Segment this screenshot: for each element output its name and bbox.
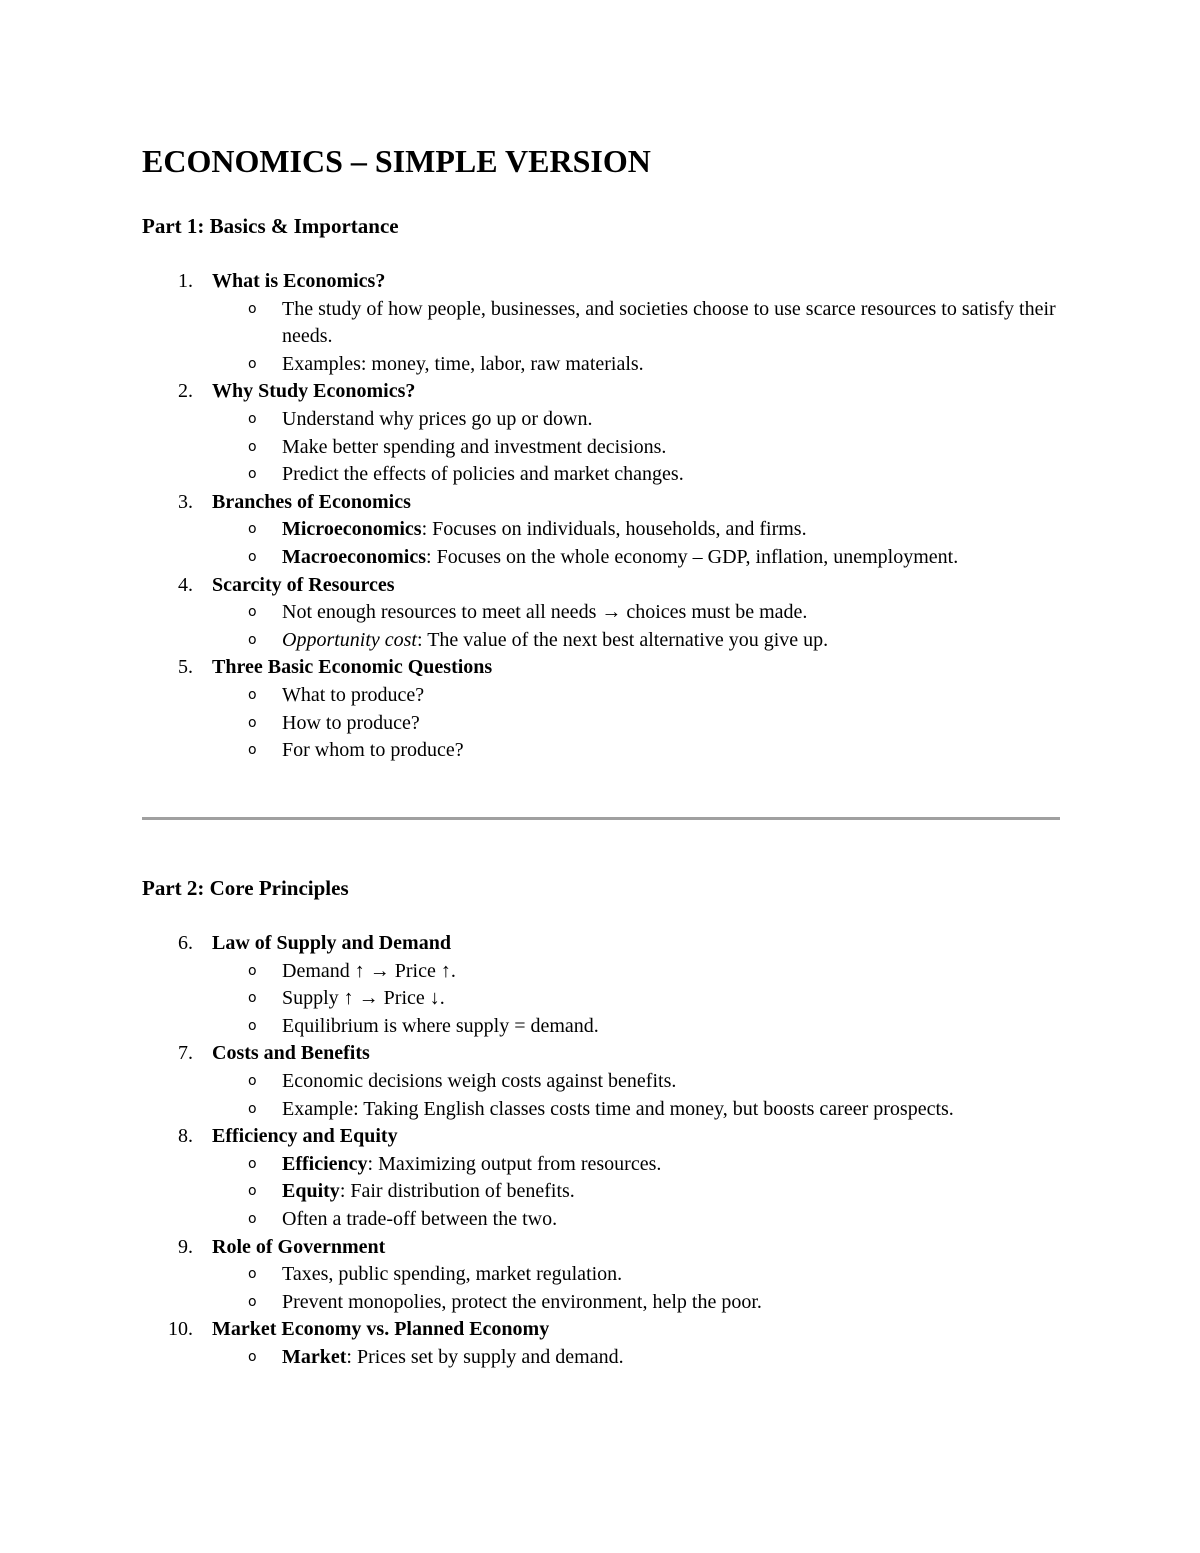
- bullet-text: [282, 1151, 1060, 1179]
- bullet-description: Supply ↑ → Price ↓.: [282, 987, 445, 1010]
- bullet-description: Not enough resources to meet all needs → choices must be made.: [282, 601, 808, 624]
- bullet-text: [282, 296, 1060, 351]
- item-number: 5.: [178, 656, 193, 679]
- item-number: 1.: [178, 270, 193, 292]
- bullet-item: [142, 1289, 1060, 1317]
- bullet-text: [282, 351, 1060, 379]
- bullet-description: Examples: money, time, labor, raw materials.: [282, 352, 644, 375]
- bullet-term: Microeconomics: [282, 518, 422, 541]
- item-title: Branches of Economics: [212, 490, 411, 513]
- bullet-item: [142, 1178, 1060, 1206]
- section-divider: [142, 817, 1060, 820]
- bullet-term: Efficiency: [282, 1152, 368, 1175]
- bullet-marker: o: [248, 1100, 257, 1117]
- bullet-description: : Focuses on the whole economy – GDP, inflation, unemployment.: [426, 545, 959, 568]
- bullet-marker: o: [248, 300, 257, 317]
- bullet-text: [282, 958, 1060, 986]
- bullet-description: : Maximizing output from resources.: [367, 1152, 662, 1175]
- bullet-description: : The value of the next best alternative you give up.: [417, 628, 829, 651]
- bullet-item: [142, 985, 1060, 1013]
- bullet-description: : Fair distribution of benefits.: [339, 1180, 575, 1203]
- bullet-description: Make better spending and investment decisions.: [282, 435, 667, 458]
- item-number: 3.: [178, 490, 193, 513]
- bullet-description: How to produce?: [282, 711, 420, 734]
- list-item: [142, 1123, 1060, 1151]
- item-title: Market Economy vs. Planned Economy: [212, 1318, 550, 1341]
- bullet-text: [282, 710, 1060, 738]
- bullet-marker: o: [248, 1072, 257, 1089]
- list-item: [142, 268, 1060, 296]
- bullet-marker: o: [248, 355, 257, 372]
- bullet-item: [142, 1013, 1060, 1041]
- bullet-text: [282, 682, 1060, 710]
- bullet-marker: o: [248, 714, 257, 731]
- list-item: [142, 378, 1060, 406]
- bullet-item: [142, 351, 1060, 379]
- bullet-item: [142, 1096, 1060, 1124]
- list-item: [142, 489, 1060, 517]
- bullet-marker: o: [248, 962, 257, 979]
- item-title: Why Study Economics?: [212, 380, 416, 403]
- bullet-item: [142, 461, 1060, 489]
- bullet-marker: o: [248, 1266, 257, 1283]
- bullet-description: Economic decisions weigh costs against benefits.: [282, 1069, 677, 1092]
- bullet-item: [142, 1068, 1060, 1096]
- bullet-text: [282, 1178, 1060, 1206]
- item-title: Scarcity of Resources: [212, 573, 395, 596]
- document-title: ECONOMICS – SIMPLE VERSION: [142, 143, 651, 179]
- bullet-text: [282, 599, 1060, 627]
- item-number: 10.: [168, 1318, 193, 1341]
- bullet-marker: o: [248, 438, 257, 455]
- bullet-marker: o: [248, 686, 257, 703]
- bullet-marker: o: [248, 1210, 257, 1227]
- bullet-description: Understand why prices go up or down.: [282, 407, 593, 430]
- bullet-text: [282, 434, 1060, 462]
- bullet-term: Market: [282, 1345, 347, 1368]
- bullet-text: [282, 461, 1060, 489]
- bullet-text: [282, 1206, 1060, 1234]
- part-2-heading: Part 2: Core Principles: [142, 876, 349, 900]
- bullet-item: [142, 1261, 1060, 1289]
- bullet-description: Taxes, public spending, market regulation.: [282, 1263, 623, 1286]
- bullet-item: [142, 296, 1060, 351]
- bullet-description: : Focuses on individuals, households, and firms.: [421, 518, 807, 541]
- bullet-text: [282, 1261, 1060, 1289]
- bullet-item: [142, 406, 1060, 434]
- item-number: 6.: [178, 932, 193, 954]
- bullet-term: Macroeconomics: [282, 545, 427, 568]
- item-title: Role of Government: [212, 1235, 386, 1258]
- bullet-item: [142, 599, 1060, 627]
- part-1-list: [142, 268, 1060, 765]
- part-2-list: [142, 930, 1060, 1372]
- bullet-description: Often a trade-off between the two.: [282, 1207, 558, 1230]
- bullet-text: [282, 516, 1060, 544]
- list-item: [142, 654, 1060, 682]
- item-title: What is Economics?: [212, 270, 386, 292]
- item-number: 4.: [178, 573, 193, 596]
- bullet-item: [142, 710, 1060, 738]
- item-title: Law of Supply and Demand: [212, 932, 451, 954]
- bullet-marker: o: [248, 742, 257, 759]
- bullet-text: [282, 406, 1060, 434]
- list-item: [142, 1040, 1060, 1068]
- list-item: [142, 1316, 1060, 1344]
- bullet-description: : Prices set by supply and demand.: [346, 1345, 624, 1368]
- bullet-description: Prevent monopolies, protect the environment, help the poor.: [282, 1290, 762, 1313]
- bullet-description: Predict the effects of policies and market changes.: [282, 463, 684, 486]
- bullet-item: [142, 516, 1060, 544]
- bullet-text: [282, 737, 1060, 765]
- bullet-description: The study of how people, businesses, and societies choose to use scarce resources to satisfy their needs.: [282, 297, 1056, 348]
- bullet-text: [282, 1013, 1060, 1041]
- bullet-marker: o: [248, 548, 257, 565]
- item-number: 9.: [178, 1235, 193, 1258]
- bullet-text: [282, 1068, 1060, 1096]
- item-title: Three Basic Economic Questions: [212, 656, 493, 679]
- bullet-text: [282, 544, 1060, 572]
- bullet-term: Opportunity cost: [282, 628, 417, 651]
- bullet-item: [142, 958, 1060, 986]
- bullet-term: Equity: [282, 1180, 340, 1203]
- item-title: Costs and Benefits: [212, 1042, 370, 1065]
- bullet-marker: o: [248, 990, 257, 1007]
- bullet-description: For whom to produce?: [282, 739, 464, 762]
- item-number: 2.: [178, 380, 193, 403]
- item-number: 8.: [178, 1125, 193, 1148]
- bullet-item: [142, 737, 1060, 765]
- bullet-item: [142, 627, 1060, 655]
- bullet-item: [142, 1206, 1060, 1234]
- bullet-marker: o: [248, 631, 257, 648]
- bullet-marker: o: [248, 1155, 257, 1172]
- bullet-text: [282, 627, 1060, 655]
- bullet-text: [282, 985, 1060, 1013]
- bullet-marker: o: [248, 1348, 257, 1365]
- bullet-marker: o: [248, 1017, 257, 1034]
- list-item: [142, 930, 1060, 958]
- item-number: 7.: [178, 1042, 193, 1065]
- bullet-item: [142, 544, 1060, 572]
- bullet-description: What to produce?: [282, 683, 425, 706]
- bullet-marker: o: [248, 604, 257, 621]
- bullet-marker: o: [248, 466, 257, 483]
- bullet-item: [142, 682, 1060, 710]
- part-1-heading: Part 1: Basics & Importance: [142, 214, 399, 238]
- bullet-marker: o: [248, 521, 257, 538]
- bullet-description: Example: Taking English classes costs time and money, but boosts career prospects.: [282, 1097, 954, 1120]
- bullet-text: [282, 1096, 1060, 1124]
- bullet-marker: o: [248, 1293, 257, 1310]
- bullet-marker: o: [248, 1183, 257, 1200]
- bullet-item: [142, 434, 1060, 462]
- bullet-item: [142, 1151, 1060, 1179]
- bullet-text: [282, 1289, 1060, 1317]
- bullet-text: [282, 1344, 1060, 1372]
- list-item: [142, 1234, 1060, 1262]
- bullet-item: [142, 1344, 1060, 1372]
- bullet-description: Equilibrium is where supply = demand.: [282, 1014, 599, 1037]
- item-title: Efficiency and Equity: [212, 1125, 398, 1148]
- bullet-description: Demand ↑ → Price ↑.: [282, 959, 456, 982]
- list-item: [142, 572, 1060, 600]
- bullet-marker: o: [248, 410, 257, 427]
